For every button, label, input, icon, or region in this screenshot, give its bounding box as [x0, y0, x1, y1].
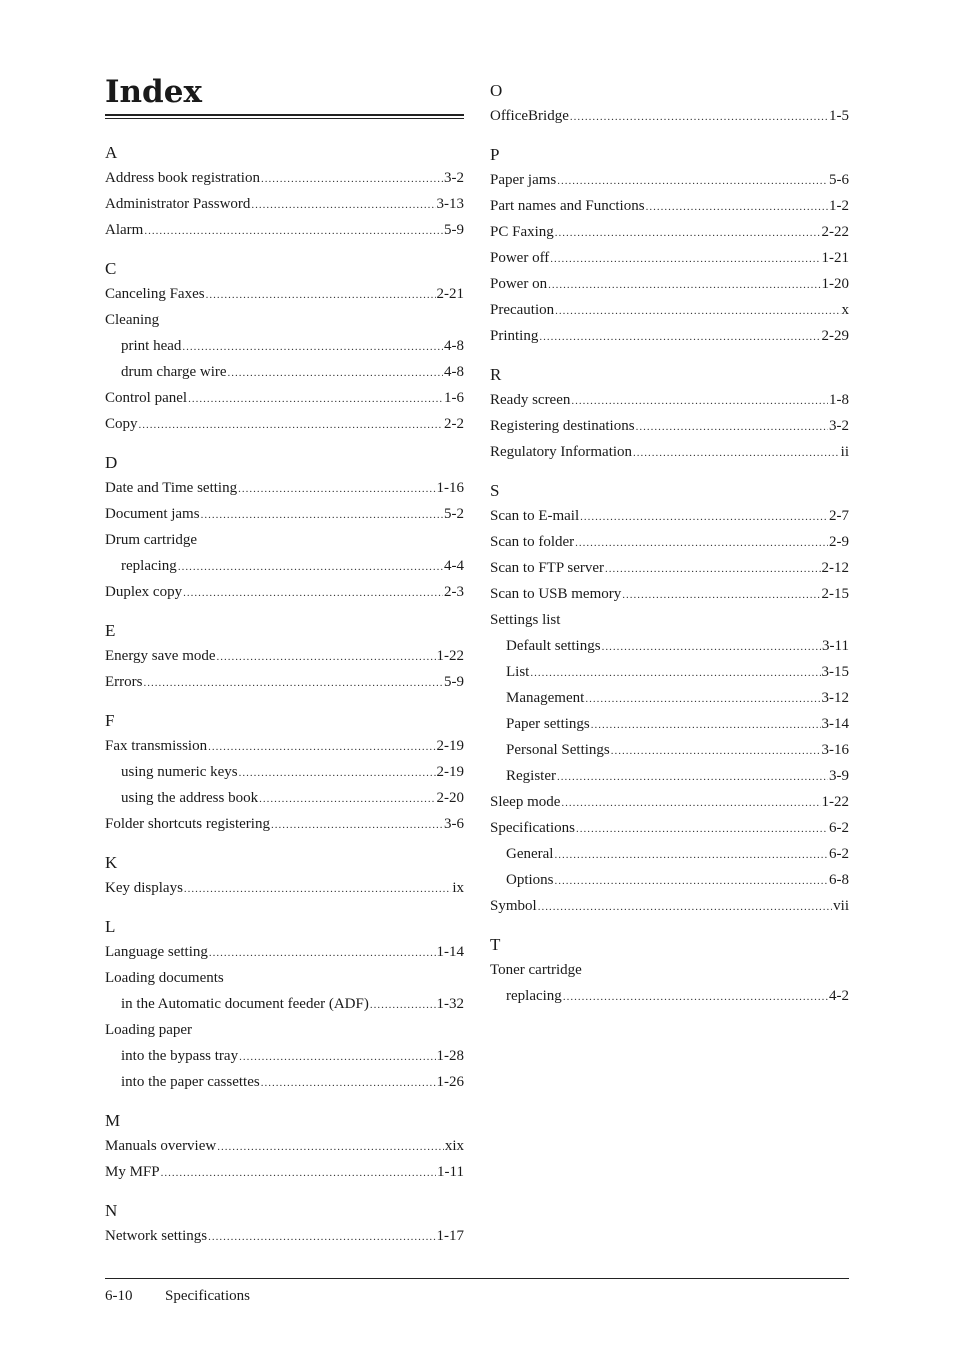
- entry-term: Language setting: [105, 944, 208, 960]
- index-section: [490, 360, 849, 465]
- leader-dots: [206, 282, 436, 308]
- index-subentry: [490, 867, 849, 893]
- entry-term: Specifications: [490, 820, 575, 836]
- entry-page-ref: 3-9: [829, 768, 849, 784]
- leader-dots: [561, 790, 820, 816]
- leader-dots: [646, 194, 828, 220]
- index-subentry: [105, 333, 464, 359]
- entry-page-ref: 1-20: [821, 276, 849, 292]
- entry-term: Settings list: [490, 612, 561, 628]
- entry-page-ref: 2-12: [821, 560, 849, 576]
- entry-term: Errors: [105, 674, 143, 690]
- index-section: [105, 448, 464, 605]
- entry-page-ref: ix: [452, 880, 464, 896]
- leader-dots: [563, 984, 828, 1010]
- entry-page-ref: 4-8: [444, 338, 464, 354]
- leader-dots: [555, 220, 821, 246]
- leader-dots: [557, 168, 828, 194]
- index-section: [105, 138, 464, 243]
- title-underline: [105, 114, 464, 119]
- entry-term: General: [506, 846, 554, 862]
- entry-term: Register: [506, 768, 556, 784]
- leader-dots: [571, 388, 828, 414]
- entry-term: Administrator Password: [105, 196, 251, 212]
- entry-term: Canceling Faxes: [105, 286, 205, 302]
- index-entry: [105, 669, 464, 695]
- entry-term: Registering destinations: [490, 418, 635, 434]
- entry-term: Management: [506, 690, 585, 706]
- entry-term: print head: [121, 338, 182, 354]
- leader-dots: [557, 764, 828, 790]
- entry-term: Energy save mode: [105, 648, 216, 664]
- section-letter: M: [105, 1111, 121, 1130]
- entry-page-ref: x: [841, 302, 849, 318]
- entry-page-ref: 2-15: [821, 586, 849, 602]
- entry-term: Paper jams: [490, 172, 557, 188]
- section-letter: E: [105, 621, 116, 640]
- leader-dots: [271, 812, 443, 838]
- entry-term: in the Automatic document feeder (ADF): [121, 996, 369, 1012]
- leader-dots: [539, 324, 820, 350]
- entry-term: Part names and Functions: [490, 198, 645, 214]
- index-section: [105, 706, 464, 837]
- leader-dots: [208, 734, 435, 760]
- entry-term: Duplex copy: [105, 584, 183, 600]
- index-entry: [490, 297, 849, 323]
- index-entry: [105, 875, 464, 901]
- index-entry: [490, 271, 849, 297]
- entry-term: Personal Settings: [506, 742, 610, 758]
- index-entry: [105, 307, 464, 333]
- entry-term: using numeric keys: [121, 764, 238, 780]
- entry-term: Scan to E-mail: [490, 508, 580, 524]
- entry-page-ref: 3-15: [821, 664, 849, 680]
- leader-dots: [370, 992, 436, 1018]
- index-column-left: [105, 138, 464, 1260]
- leader-dots: [261, 1070, 436, 1096]
- index-entry: [490, 789, 849, 815]
- leader-dots: [188, 386, 443, 412]
- entry-page-ref: 1-22: [436, 648, 464, 664]
- footer-chapter-title: Specifications: [165, 1288, 250, 1304]
- leader-dots: [208, 1224, 435, 1250]
- entry-page-ref: 1-21: [821, 250, 849, 266]
- entry-term: Loading paper: [105, 1022, 193, 1038]
- entry-page-ref: 1-32: [436, 996, 464, 1012]
- index-entry: [490, 193, 849, 219]
- section-letter: P: [490, 145, 500, 164]
- leader-dots: [259, 786, 435, 812]
- index-entry: [105, 501, 464, 527]
- entry-page-ref: 3-16: [821, 742, 849, 758]
- leader-dots: [201, 502, 443, 528]
- index-subentry: [490, 983, 849, 1009]
- entry-term: replacing: [121, 558, 177, 574]
- index-subentry: [490, 737, 849, 763]
- index-section: [105, 848, 464, 901]
- index-section: [490, 930, 849, 1009]
- entry-page-ref: 4-2: [829, 988, 849, 1004]
- entry-page-ref: 1-14: [436, 944, 464, 960]
- index-subentry: [105, 359, 464, 385]
- entry-term: Document jams: [105, 506, 200, 522]
- index-entry: [490, 893, 849, 919]
- index-entry: [490, 323, 849, 349]
- entry-term: Folder shortcuts registering: [105, 816, 270, 832]
- leader-dots: [178, 554, 443, 580]
- index-section: [105, 254, 464, 437]
- leader-dots: [554, 842, 828, 868]
- entry-term: Sleep mode: [490, 794, 561, 810]
- entry-term: Power off: [490, 250, 550, 266]
- leader-dots: [602, 634, 821, 660]
- index-entry: [105, 811, 464, 837]
- entry-page-ref: 2-7: [829, 508, 849, 524]
- index-entry: [105, 1133, 464, 1159]
- index-entry: [105, 1159, 464, 1185]
- entry-page-ref: 2-2: [444, 416, 464, 432]
- index-entry: [490, 555, 849, 581]
- entry-page-ref: 4-8: [444, 364, 464, 380]
- entry-term: Default settings: [506, 638, 601, 654]
- index-entry: [490, 607, 849, 633]
- index-entry: [105, 965, 464, 991]
- entry-term: Control panel: [105, 390, 188, 406]
- index-entry: [105, 191, 464, 217]
- leader-dots: [576, 816, 828, 842]
- leader-dots: [139, 412, 443, 438]
- entry-term: Printing: [490, 328, 539, 344]
- entry-page-ref: 2-3: [444, 584, 464, 600]
- index-column-right: [490, 76, 849, 1020]
- entry-page-ref: 3-2: [829, 418, 849, 434]
- leader-dots: [209, 940, 436, 966]
- entry-term: Manuals overview: [105, 1138, 217, 1154]
- index-subentry: [105, 785, 464, 811]
- entry-term: PC Faxing: [490, 224, 554, 240]
- entry-term: Scan to folder: [490, 534, 575, 550]
- index-entry: [490, 815, 849, 841]
- entry-term: Date and Time setting: [105, 480, 238, 496]
- section-letter: N: [105, 1201, 118, 1220]
- leader-dots: [555, 868, 828, 894]
- entry-term: Address book registration: [105, 170, 260, 186]
- footer-rule: [105, 1278, 849, 1279]
- entry-page-ref: 1-11: [437, 1164, 464, 1180]
- entry-page-ref: 1-2: [829, 198, 849, 214]
- leader-dots: [228, 360, 443, 386]
- section-letter: O: [490, 81, 503, 100]
- entry-term: Power on: [490, 276, 548, 292]
- index-section: [490, 476, 849, 919]
- index-entry: [490, 387, 849, 413]
- entry-term: Drum cartridge: [105, 532, 198, 548]
- entry-page-ref: 5-9: [444, 674, 464, 690]
- entry-page-ref: 2-29: [821, 328, 849, 344]
- leader-dots: [238, 476, 435, 502]
- entry-term: replacing: [506, 988, 562, 1004]
- leader-dots: [217, 644, 436, 670]
- entry-term: Regulatory Information: [490, 444, 633, 460]
- entry-page-ref: 4-4: [444, 558, 464, 574]
- index-entry: [105, 733, 464, 759]
- leader-dots: [585, 686, 820, 712]
- footer-page-number: 6-10: [105, 1288, 133, 1304]
- entry-term: into the bypass tray: [121, 1048, 239, 1064]
- entry-page-ref: 3-11: [822, 638, 849, 654]
- entry-term: Toner cartridge: [490, 962, 582, 978]
- entry-term: Paper settings: [506, 716, 590, 732]
- section-letter: T: [490, 935, 501, 954]
- entry-term: Key displays: [105, 880, 183, 896]
- entry-page-ref: 1-26: [436, 1074, 464, 1090]
- leader-dots: [611, 738, 821, 764]
- section-letter: L: [105, 917, 116, 936]
- section-letter: D: [105, 453, 118, 472]
- entry-term: OfficeBridge: [490, 108, 569, 124]
- entry-page-ref: 3-12: [821, 690, 849, 706]
- entry-page-ref: 1-17: [436, 1228, 464, 1244]
- leader-dots: [144, 218, 443, 244]
- leader-dots: [161, 1160, 436, 1186]
- index-entry: [490, 167, 849, 193]
- section-letter: S: [490, 481, 500, 500]
- section-letter: R: [490, 365, 502, 384]
- entry-page-ref: 2-20: [436, 790, 464, 806]
- leader-dots: [261, 166, 443, 192]
- index-entry: [105, 411, 464, 437]
- entry-term: Loading documents: [105, 970, 224, 986]
- entry-term: Network settings: [105, 1228, 208, 1244]
- entry-term: Scan to FTP server: [490, 560, 605, 576]
- entry-page-ref: ii: [840, 444, 849, 460]
- entry-term: My MFP: [105, 1164, 160, 1180]
- entry-page-ref: 3-6: [444, 816, 464, 832]
- entry-term: Alarm: [105, 222, 144, 238]
- index-section: [105, 616, 464, 695]
- index-subentry: [490, 763, 849, 789]
- index-entry: [105, 939, 464, 965]
- entry-page-ref: 2-19: [436, 738, 464, 754]
- entry-page-ref: 6-2: [829, 846, 849, 862]
- index-entry: [490, 245, 849, 271]
- leader-dots: [538, 894, 832, 920]
- entry-page-ref: 5-2: [444, 506, 464, 522]
- entry-page-ref: 2-9: [829, 534, 849, 550]
- entry-term: Cleaning: [105, 312, 160, 328]
- index-subentry: [105, 553, 464, 579]
- leader-dots: [530, 660, 820, 686]
- entry-page-ref: 3-13: [436, 196, 464, 212]
- entry-term: Copy: [105, 416, 138, 432]
- index-section: [490, 140, 849, 349]
- leader-dots: [184, 876, 451, 902]
- section-letter: F: [105, 711, 115, 730]
- index-subentry: [105, 1043, 464, 1069]
- entry-term: Precaution: [490, 302, 555, 318]
- index-subentry: [490, 659, 849, 685]
- index-entry: [490, 413, 849, 439]
- index-entry: [490, 219, 849, 245]
- entry-term: drum charge wire: [121, 364, 227, 380]
- entry-page-ref: 1-5: [829, 108, 849, 124]
- index-entry: [105, 1223, 464, 1249]
- entry-page-ref: 1-16: [436, 480, 464, 496]
- index-entry: [105, 385, 464, 411]
- entry-term: Symbol: [490, 898, 537, 914]
- entry-term: Ready screen: [490, 392, 571, 408]
- leader-dots: [239, 760, 436, 786]
- entry-page-ref: vii: [833, 898, 849, 914]
- leader-dots: [548, 272, 820, 298]
- index-section: [105, 1196, 464, 1249]
- index-subentry: [490, 841, 849, 867]
- leader-dots: [144, 670, 444, 696]
- leader-dots: [575, 530, 828, 556]
- leader-dots: [550, 246, 820, 272]
- entry-page-ref: 5-6: [829, 172, 849, 188]
- entry-term: List: [506, 664, 530, 680]
- entry-term: Options: [506, 872, 554, 888]
- index-entry: [105, 1017, 464, 1043]
- page-title: Index: [105, 74, 202, 110]
- index-subentry: [490, 685, 849, 711]
- index-entry: [490, 439, 849, 465]
- leader-dots: [605, 556, 820, 582]
- entry-page-ref: 3-14: [821, 716, 849, 732]
- index-entry: [490, 581, 849, 607]
- index-entry: [105, 475, 464, 501]
- index-subentry: [490, 711, 849, 737]
- index-entry: [490, 103, 849, 129]
- index-section: [490, 76, 849, 129]
- leader-dots: [622, 582, 820, 608]
- entry-page-ref: 6-2: [829, 820, 849, 836]
- leader-dots: [633, 440, 840, 466]
- index-entry: [105, 643, 464, 669]
- index-entry: [105, 281, 464, 307]
- index-entry: [490, 957, 849, 983]
- index-subentry: [490, 633, 849, 659]
- index-section: [105, 1106, 464, 1185]
- entry-page-ref: 2-21: [436, 286, 464, 302]
- entry-term: using the address book: [121, 790, 259, 806]
- leader-dots: [580, 504, 828, 530]
- entry-page-ref: 2-19: [436, 764, 464, 780]
- entry-page-ref: 5-9: [444, 222, 464, 238]
- entry-page-ref: 1-28: [436, 1048, 464, 1064]
- section-letter: K: [105, 853, 118, 872]
- entry-page-ref: 1-8: [829, 392, 849, 408]
- index-entry: [105, 217, 464, 243]
- section-letter: A: [105, 143, 118, 162]
- leader-dots: [251, 192, 435, 218]
- leader-dots: [570, 104, 828, 130]
- index-entry: [105, 165, 464, 191]
- entry-term: Fax transmission: [105, 738, 208, 754]
- index-entry: [105, 579, 464, 605]
- index-entry: [105, 527, 464, 553]
- index-subentry: [105, 759, 464, 785]
- leader-dots: [591, 712, 821, 738]
- leader-dots: [239, 1044, 435, 1070]
- leader-dots: [182, 334, 443, 360]
- entry-page-ref: 1-6: [444, 390, 464, 406]
- index-subentry: [105, 1069, 464, 1095]
- entry-page-ref: 1-22: [821, 794, 849, 810]
- entry-page-ref: xix: [444, 1138, 464, 1154]
- entry-page-ref: 3-2: [444, 170, 464, 186]
- index-entry: [490, 503, 849, 529]
- entry-term: Scan to USB memory: [490, 586, 622, 602]
- index-section: [105, 912, 464, 1095]
- leader-dots: [636, 414, 828, 440]
- leader-dots: [183, 580, 443, 606]
- entry-term: into the paper cassettes: [121, 1074, 260, 1090]
- section-letter: C: [105, 259, 117, 278]
- entry-page-ref: 2-22: [821, 224, 849, 240]
- index-subentry: [105, 991, 464, 1017]
- leader-dots: [555, 298, 840, 324]
- entry-page-ref: 6-8: [829, 872, 849, 888]
- index-entry: [490, 529, 849, 555]
- leader-dots: [217, 1134, 444, 1160]
